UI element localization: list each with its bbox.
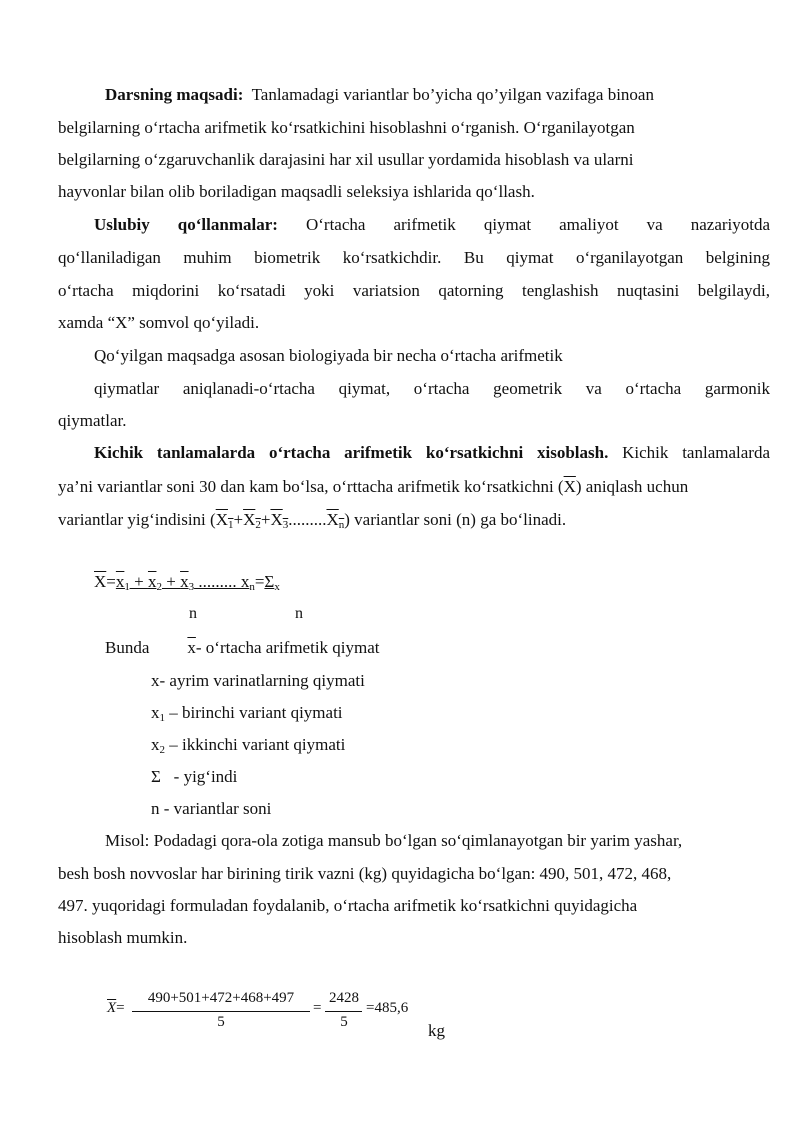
formula-denominator-2: n	[295, 605, 303, 622]
small-samples-heading: Kichik tanlamalarda o‘rtacha arifmetik ko‘rsatkichni xisoblash.	[94, 443, 609, 462]
formula-lhs: $\overline{X}$	[94, 572, 107, 591]
objective-line-1	[105, 85, 800, 105]
guidelines-line-4: xamda “X” somvol qo‘yiladi.	[58, 313, 260, 332]
small-samples-text-c: variantlar yig‘indisini (	[58, 510, 216, 529]
objective-text: Tanlamadagi variantlar bo’yicha qo’yilgan vazifaga binoan	[251, 85, 654, 104]
legend-x1-desc: – birinchi variant qiymati	[169, 703, 343, 722]
legend-sigma-desc: - yig‘indi	[173, 767, 238, 786]
example-numerator: 490+501+472+468+497	[147, 990, 295, 1006]
guidelines-text: O‘rtacha arifmetik qiymat amaliyot va nazariyotda	[305, 215, 771, 234]
legend-x1: $x_1$ – birinchi variant qiymati	[151, 703, 343, 724]
example-line-1: Misol: Podadagi qora-ola zotiga mansub bo‘lgan so‘qimlanayotgan bir yarim yashar,	[105, 831, 683, 850]
formula-numerator: $x_1 + x_2 + x_3$ ......... $x_n$	[115, 572, 255, 593]
legend-bunda: Bunda	[105, 638, 150, 657]
x1-symbol: $X_1$	[215, 510, 234, 531]
mean-formula: $\overline{X}=x_1 + x_2 + x_3$ ......... $x_n=\Sigma_x$	[94, 572, 280, 593]
example-denominator-2: 5	[340, 1014, 348, 1030]
legend-x2-desc: – ikkinchi variant qiymati	[169, 735, 346, 754]
small-samples-text: Kichik tanlamalarda	[622, 443, 770, 462]
legend-x2: $x_2$ – ikkinchi variant qiymati	[151, 735, 346, 756]
formula-denominator-1: n	[189, 605, 197, 622]
small-samples-line-3: variantlar yig‘indisini $(X_1+X_2+X_3.........X_n)$ variantlar soni (n) ga bo‘linadi.	[58, 510, 567, 531]
legend-mean-desc: - o‘rtacha arifmetik qiymat	[195, 638, 380, 657]
example-result: =485,6	[366, 1000, 409, 1016]
ellipsis: .........	[288, 510, 327, 529]
legend-x: x- ayrim varinatlarning qiymati	[151, 671, 365, 690]
objective-line-4: hayvonlar bilan olib boriladigan maqsadli seleksiya ishlarida qo‘llash.	[58, 182, 535, 201]
example-lhs-symbol: $\overline{X}$	[107, 1000, 117, 1016]
small-samples-line-2	[58, 477, 770, 497]
xn-symbol: $X_n$	[326, 510, 345, 531]
small-samples-text-b: ) aniqlash uchun	[575, 477, 689, 496]
guidelines-line-2: qo‘llaniladigan muhim biometrik ko‘rsatkichdir. Bu qiymat o‘rganilayotgan belgining	[58, 248, 770, 267]
x2-symbol: $X_2$	[243, 510, 261, 531]
example-line-4: hisoblash mumkin.	[58, 928, 188, 947]
example-fraction-bar-2	[325, 1011, 362, 1012]
objective-line-2: belgilarning o‘rtacha arifmetik ko‘rsatkichini hisoblashni o‘rganish. O‘rganilayotgan	[58, 118, 635, 137]
legend-n: n - variantlar soni	[151, 799, 272, 818]
example-lhs	[107, 1000, 125, 1017]
example-eq: =	[116, 1000, 125, 1016]
small-samples-line-1	[94, 443, 770, 463]
legend-mean-symbol: $\overline{x}$	[187, 638, 196, 657]
purpose-line-1: Qo‘yilgan maqsadga asosan biologiyada bir necha o‘rtacha arifmetik	[94, 346, 563, 365]
formula-eq: =	[106, 572, 116, 591]
mean-symbol: $\overline{X}$	[563, 477, 576, 496]
legend-sigma	[151, 767, 800, 787]
formula-sum: $\Sigma_x$	[264, 572, 280, 593]
example-fraction-bar	[132, 1011, 310, 1012]
example-eq2: =	[313, 1000, 322, 1016]
example-line-3: 497. yuqoridagi formuladan foydalanib, o‘rtacha arifmetik ko‘rsatkichni quyidagicha	[58, 896, 638, 915]
small-samples-text-d: ) variantlar soni (n) ga bo‘linadi.	[344, 510, 567, 529]
objective-line-3: belgilarning o‘zgaruvchanlik darajasini har xil usullar yordamida hisoblash va ularni	[58, 150, 634, 169]
purpose-line-2: qiymatlar aniqlanadi-o‘rtacha qiymat, o‘rtacha geometrik va o‘rtacha garmonik	[94, 379, 770, 398]
guidelines-line-3: o‘rtacha miqdorini ko‘rsatadi yoki variatsion qatorning tenglashish nuqtasini belgilaydi,	[58, 281, 770, 300]
legend-x1-symbol: x	[151, 703, 160, 722]
x3-symbol: $X_3$	[270, 510, 289, 531]
legend-mean	[105, 638, 800, 658]
example-line-2: besh bosh novvoslar har birining tirik vazni (kg) quyidagicha bo‘lgan: 490, 501, 472, 468,	[58, 864, 672, 883]
example-numerator-2: 2428	[329, 990, 359, 1006]
legend-x2-symbol: x	[151, 735, 160, 754]
small-samples-text-a: ya’ni variantlar soni 30 dan kam bo‘lsa, o‘rttacha arifmetik ko‘rsatkichni (	[58, 477, 564, 496]
example-denominator: 5	[217, 1014, 225, 1030]
purpose-line-3: qiymatlar.	[58, 411, 127, 430]
legend-sigma-symbol: Σ	[151, 767, 161, 786]
objective-heading: Darsning maqsadi:	[105, 85, 244, 104]
guidelines-heading: Uslubiy qo‘llanmalar:	[94, 215, 278, 234]
example-unit: kg	[428, 1021, 445, 1040]
guidelines-line-1	[94, 215, 770, 235]
